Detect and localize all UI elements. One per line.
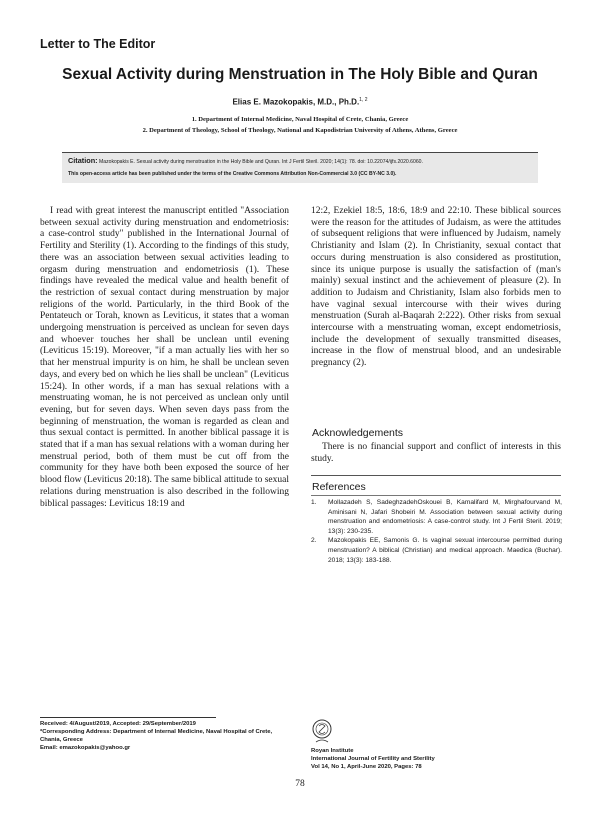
received-dates: Received: 4/August/2019, Accepted: 29/September/2019 [40, 721, 196, 727]
affiliation-1: 1. Department of Internal Medicine, Naval Hospital of Crete, Chania, Greece [191, 116, 409, 123]
corresponding-address: *Corresponding Address: Department of Internal Medicine, Naval Hospital of Crete, Chania, Greece [40, 729, 273, 743]
author-affiliation-marks: 1, 2 [359, 97, 368, 103]
reference-item [311, 498, 562, 536]
references-divider [311, 495, 561, 496]
body-paragraph: 12:2, Ezekiel 18:5, 18:6, 18:9 and 22:10. These biblical sources were the reason for the attitudes of Judaism, as were the attitudes of subsequent religions that were influenced by Judaism, namely Christianity and Islam (2). In Christianity, sexual contact that occurs during menstruation is also considered as prostitution, since its unique purpose is usually the satisfaction of (man's mainly) sexual instinct and the achievement of pleasure (2). In addition to Judaism and Christianity, Islam also forbids men to have vaginal sexual intercourse with their wives during menstruation (Surah al-Baqarah 2:222). Other risks from sexual intercourse with a menstruating woman, except endometriosis, include the development of sexually transmitted diseases, increase in the flow of menstrual blood, and an undesirable pregnancy (2). [311, 206, 561, 369]
acknowledgements-paragraph: There is no financial support and conflict of interests in this study. [311, 442, 561, 464]
body-paragraph: I read with great interest the manuscript entitled "Association between sexual activity during menstruation and endometriosis: a case-control study" published in the International Journal of Fertility and Sterility (1). According to the findings of this study, there was an association between sexual activities leading to orgasm during menstruation and endometriosis (1). These findings have revealed the medical value and health benefit of the restriction of sexual contact during menstruation by major religions of the world. Particularly, in the third Book of the Pentateuch or Torah, known as Leviticus, it states that a woman undergoing menstruation is perceived as unclean for seven days and whoever touches her shall be unclean until evening (Leviticus 15:19). Moreover, "if a man actually lies with her so that her menstrual impurity is on him, he shall be unclean seven days, and every bed on which he lies shall be unclean" (Leviticus 15:24). In other words, if a man has sexual relations with a menstruating woman, he is not perceived as unclean only until evening, but for seven days. When seven days pass from the beginning of menstruation, the woman is regarded as clean and thus sexual contact is permitted. In another biblical passage it is stated that if a man has sexual relations with a woman during her menstrual period, both of them must be cut off from the community for they have both been exposed the source of her blood flow (Leviticus 20:18). The same biblical attitude to sexual relations during menstruation is also described in the following biblical passages: Leviticus 18:19 and [40, 206, 289, 509]
body-column-left [40, 206, 289, 510]
acknowledgements-heading: Acknowledgements [312, 427, 404, 439]
citation-text: Mazokopakis E. Sexual activity during menstruation in the Holy Bible and Quran. Int J Fertil Steril. 2020; 14(1): 78. doi: 10.22074/ijfs.2020.6060. [99, 159, 423, 165]
citation-line [68, 156, 536, 165]
body-column-right [311, 206, 561, 370]
email: Email: emazokopakis@yahoo.gr [40, 745, 131, 751]
author-name: Elias E. Mazokopakis, M.D., Ph.D. [232, 97, 360, 107]
page-number: 78 [295, 779, 305, 789]
footer-divider [40, 717, 216, 718]
reference-text: Mollazadeh S, SadeghzadehOskouei B, Kamalifard M, Mirghafourvand M, Aminisani N, Jafari Shobeiri M. Association between sexual activity during menstruation and endometriosis: A case-control study. Int J Fertil Steril. 2019; 13(3): 230-235. [328, 499, 562, 535]
volume-info: Vol 14, No 1, April-June 2020, Pages: 78 [311, 764, 422, 770]
journal-name: International Journal of Fertility and Sterility [311, 756, 435, 762]
references-heading: References [312, 481, 366, 493]
royan-institute-logo [311, 718, 333, 746]
section-label: Letter to The Editor [40, 37, 156, 51]
institute-name: Royan Institute [311, 748, 354, 754]
reference-item [311, 536, 562, 565]
reference-number: 1. [311, 499, 317, 506]
section-divider [311, 475, 561, 476]
affiliation-2: 2. Department of Theology, School of Theology, National and Kapodistrian University of Athens, Athens, Greece [142, 127, 458, 134]
reference-list [311, 498, 562, 565]
author-line [0, 97, 600, 107]
citation-label: Citation: [68, 156, 98, 165]
acknowledgements-text [311, 442, 561, 465]
footer-correspondence [40, 720, 290, 752]
article-title: Sexual Activity during Menstruation in The Holy Bible and Quran [62, 66, 538, 83]
reference-number: 2. [311, 537, 317, 545]
footer-journal-info [311, 747, 561, 771]
license-note: This open-access article has been published under the terms of the Creative Commons Attribution Non-Commercial 3.0 (CC BY-NC 3.0). [68, 171, 397, 177]
reference-text: Mazokopakis EE, Samonis G. Is vaginal sexual intercourse permitted during menstruation? A biblical (Christian) and medical approach. Maedica (Buchar). 2018; 13(3): 183-188. [328, 537, 562, 564]
